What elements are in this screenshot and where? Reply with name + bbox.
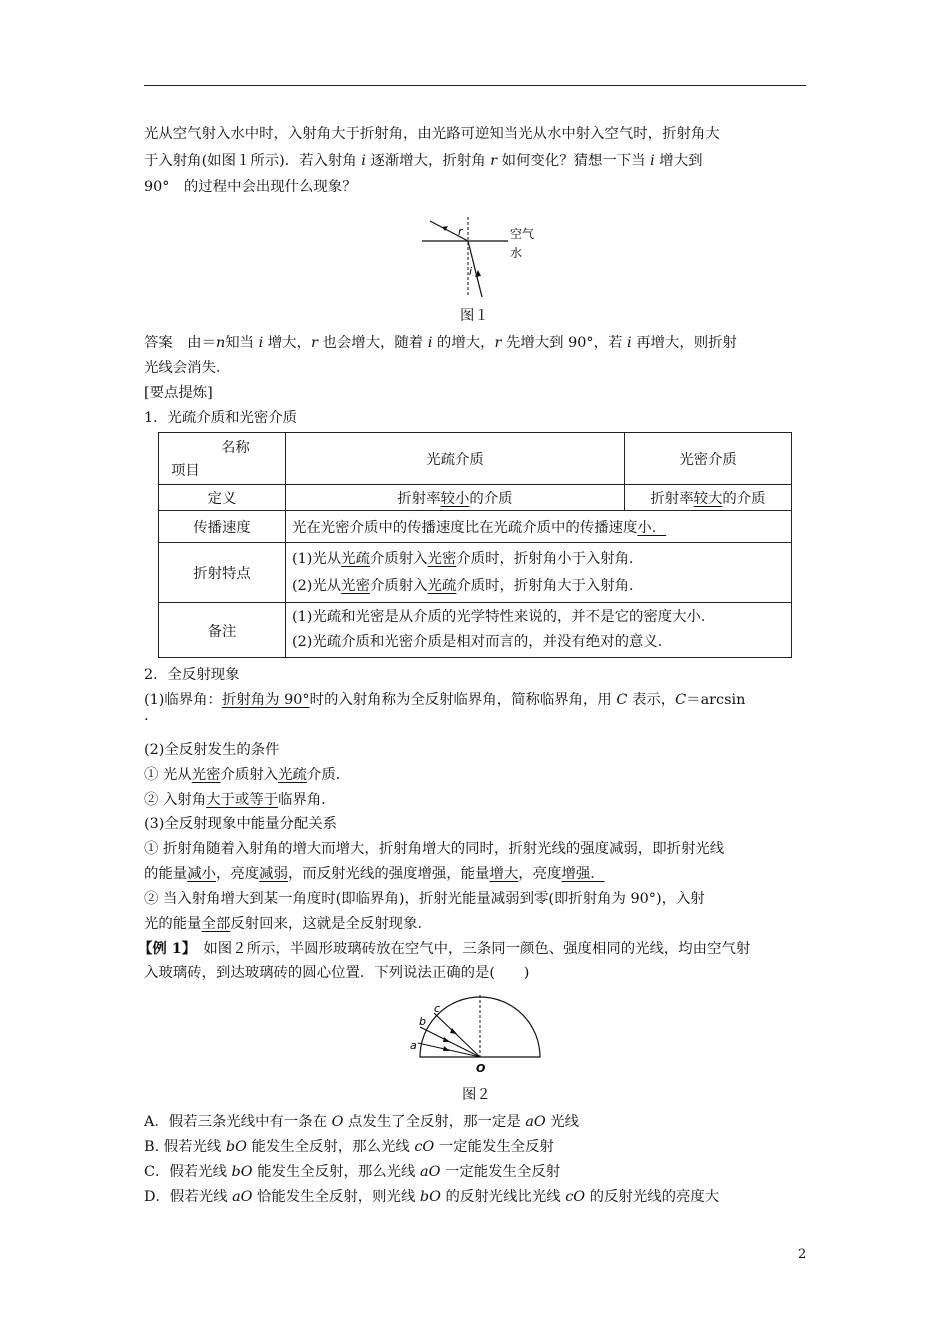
critical-angle-line: (1)临界角：折射角为 90°时的入射角称为全反射临界角，简称临界角，用 C 表示，C＝arcsin xyxy=(144,692,746,708)
energy-line-2: 的能量减小，亮度减弱，而反射光线的强度增强，能量增大，亮度增强． xyxy=(144,866,605,882)
option-A: A．假若三条光线中有一条在 O 点发生了全反射，那一定是 aO 光线 xyxy=(144,1114,580,1130)
figure-1-caption: 图１ xyxy=(460,308,489,324)
speed-cell: 光在光密介质中的传播速度比在光疏介质中的传播速度小． xyxy=(286,511,792,543)
arrow-icon xyxy=(443,1037,450,1042)
label-r: r xyxy=(458,225,463,238)
condition-heading: (2)全反射发生的条件 xyxy=(144,742,280,758)
label-water: 水 xyxy=(510,246,523,260)
arrow-icon xyxy=(443,1046,450,1051)
energy-line-3: ② 当入射角增大到某一角度时(即临界角)，折射光能量减弱到零(即折射角为 90°)，入射 xyxy=(144,891,705,907)
answer-line-2: 光线会消失． xyxy=(144,360,231,376)
energy-line-1: ① 折射角随着入射角的增大而增大，折射角增大的同时，折射光线的强度减弱，即折射光线 xyxy=(144,841,725,857)
header-rule xyxy=(144,85,806,86)
option-C: C．假若光线 bO 能发生全反射，那么光线 aO 一定能发生全反射 xyxy=(144,1164,561,1180)
example-line-1: 【例 1】 如图２所示，半圆形玻璃砖放在空气中，三条同一颜色、强度相同的光线，均由空气射 xyxy=(138,940,751,957)
figure-1-diagram xyxy=(420,215,540,300)
def-cell-1: 折射率较小的介质 xyxy=(286,485,625,511)
condition-2: ② 入射角大于或等于临界角． xyxy=(144,792,336,808)
example-line-2: 入玻璃砖，到达玻璃砖的圆心位置．下列说法正确的是( ) xyxy=(144,965,530,981)
section-2-title: 2．全反射现象 xyxy=(144,667,240,683)
section-1-title: 1．光疏介质和光密介质 xyxy=(144,410,298,426)
table-row xyxy=(159,433,792,485)
table-row xyxy=(159,511,792,543)
option-D: D．假若光线 aO 恰能发生全反射，则光线 bO 的反射光线比光线 cO 的反射光线的亮度大 xyxy=(144,1189,720,1205)
label-i: i xyxy=(469,265,473,278)
intro-line-1: 光从空气射入水中时，入射角大于折射角，由光路可逆知当光从水中射入空气时，折射角大 xyxy=(144,126,720,142)
condition-1: ① 光从光密介质射入光疏介质． xyxy=(144,767,351,783)
label-b: b xyxy=(419,1015,426,1028)
intro-line-3: 90° 的过程中会出现什么现象？ xyxy=(144,179,357,195)
label-O: O xyxy=(476,1062,486,1075)
energy-heading: (3)全反射现象中能量分配关系 xyxy=(144,816,338,832)
label-a: a xyxy=(410,1039,417,1052)
page-number: 2 xyxy=(798,1247,807,1262)
table-row xyxy=(159,485,792,511)
table-row xyxy=(159,603,792,658)
label-c: c xyxy=(434,1002,441,1015)
note-cell: (1)光疏和光密是从介质的光学特性来说的，并不是它的密度大小． (2)光疏介质和光密介质是相对而言的，并没有绝对的意义． xyxy=(286,603,792,658)
figure-2-caption: 图２ xyxy=(462,1087,491,1103)
row-label-refraction: 折射特点 xyxy=(159,543,286,603)
header-corner-cell xyxy=(159,433,286,485)
table-row xyxy=(159,543,792,603)
header-bottom-label: 项目 xyxy=(171,463,200,479)
intro-line-2: 于入射角(如图１所示)．若入射角 i 逐渐增大，折射角 r 如何变化？猜想一下当 i 增大到 xyxy=(144,153,703,169)
row-label-speed: 传播速度 xyxy=(159,511,286,543)
option-B: B. 假若光线 bO 能发生全反射，那么光线 cO 一定能发生全反射 xyxy=(144,1139,554,1155)
ray-a xyxy=(418,1043,480,1057)
critical-angle-dot: . xyxy=(144,708,149,724)
answer-line-1: 答案 由＝n知当 i 增大，r 也会增大，随着 i 的增大，r 先增大到 90°，若 i 再增大，则折射 xyxy=(144,335,737,351)
header-top-label: 名称 xyxy=(221,440,250,456)
row-label-def: 定义 xyxy=(159,485,286,511)
energy-line-4: 光的能量全部反射回来，这就是全反射现象． xyxy=(144,916,432,932)
ray-c xyxy=(434,1013,480,1057)
def-cell-2: 折射率较大的介质 xyxy=(625,485,792,511)
header-col-1: 光疏介质 xyxy=(286,433,625,485)
figure-2-diagram xyxy=(400,995,550,1080)
label-air: 空气 xyxy=(510,227,535,241)
refraction-cell: (1)光从光疏介质射入光密介质时，折射角小于入射角． (2)光从光密介质射入光疏介质时，折射角大于入射角． xyxy=(286,543,792,603)
key-points-heading: [要点提炼] xyxy=(144,385,213,401)
medium-comparison-table xyxy=(158,432,792,658)
header-col-2: 光密介质 xyxy=(625,433,792,485)
row-label-note: 备注 xyxy=(159,603,286,658)
